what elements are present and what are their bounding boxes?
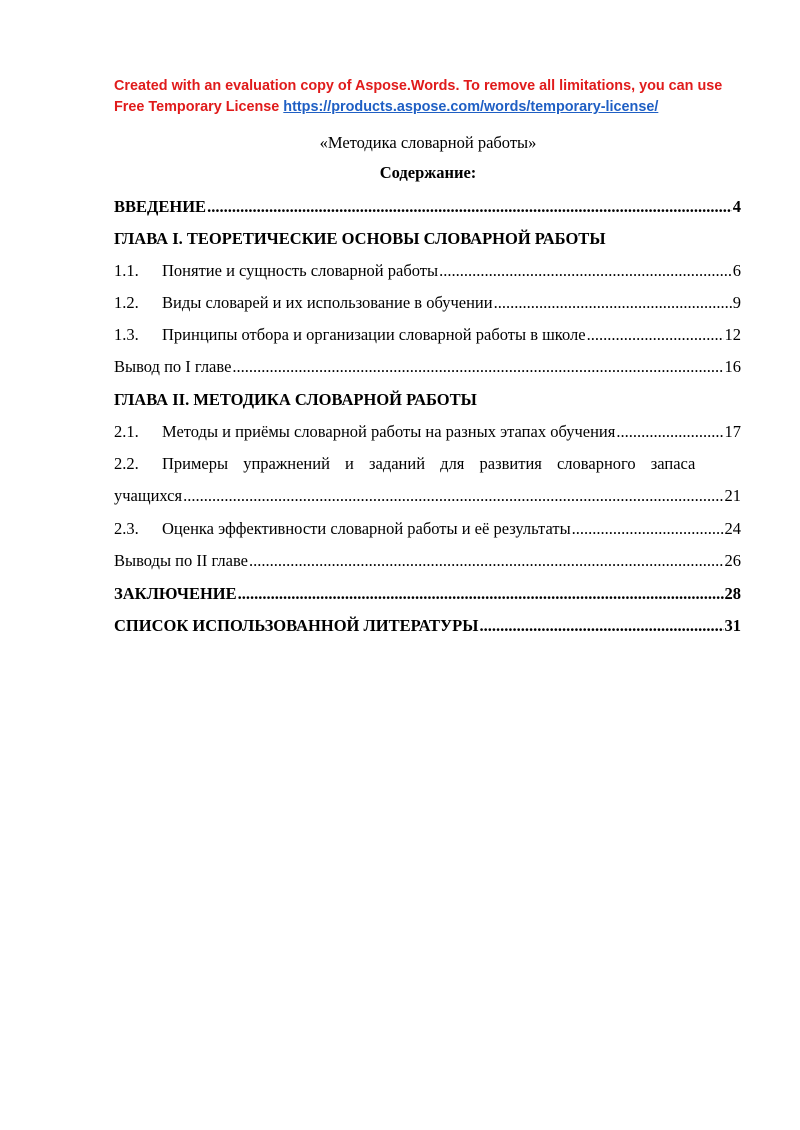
toc-entry-label: Виды словарей и их использование в обучении: [162, 293, 493, 312]
toc-entry-introduction[interactable]: [114, 197, 741, 221]
toc-entry-2-2-continued[interactable]: [114, 486, 741, 510]
evaluation-notice: [114, 76, 754, 118]
toc-entry-2-1[interactable]: [114, 422, 741, 446]
toc-page-number: 17: [724, 422, 741, 441]
toc-page-number: 6: [732, 261, 741, 280]
toc-page-number: 24: [724, 519, 741, 538]
toc-entry-1-2[interactable]: [114, 293, 741, 317]
toc-leader-dots: [238, 584, 724, 604]
toc-page-number: 16: [724, 357, 741, 376]
toc-entry-label: СПИСОК ИСПОЛЬЗОВАННОЙ ЛИТЕРАТУРЫ: [114, 616, 479, 635]
toc-entry-references[interactable]: [114, 616, 741, 640]
toc-page-number: 31: [724, 616, 741, 635]
toc-page-number: 4: [732, 197, 741, 216]
toc-entry-label: Принципы отбора и организации словарной работы в школе: [162, 325, 586, 344]
toc-leader-dots: [249, 551, 724, 571]
toc-leader-dots: [494, 293, 732, 313]
toc-page-number: 28: [724, 584, 741, 603]
evaluation-notice-line1: Created with an evaluation copy of Aspose.Words. To remove all limitations, you can use: [114, 78, 723, 94]
toc-entry-number: 1.2.: [114, 293, 139, 312]
toc-entry-chapter-2[interactable]: [114, 390, 741, 414]
toc-leader-dots: [587, 325, 724, 345]
toc-entry-label: ГЛАВА II. МЕТОДИКА СЛОВАРНОЙ РАБОТЫ: [114, 390, 477, 409]
toc-heading: Содержание:: [379, 163, 477, 182]
toc-entry-conclusion-chapter-1[interactable]: [114, 357, 741, 381]
toc-entry-label: Понятие и сущность словарной работы: [162, 261, 439, 280]
toc-leader-dots: [183, 486, 723, 506]
toc-entry-number: 1.3.: [114, 325, 139, 344]
document-title: «Методика словарной работы»: [319, 133, 537, 152]
toc-leader-dots: [439, 261, 732, 281]
toc-entry-2-2[interactable]: [114, 454, 741, 478]
toc-page-number: 12: [724, 325, 741, 344]
toc-entry-label: Вывод по I главе: [114, 357, 232, 376]
toc-entry-label-text: Примеры упражнений и заданий для развития словарного запаса: [162, 454, 696, 473]
toc-page-number: 9: [732, 293, 741, 312]
temporary-license-link[interactable]: https://products.aspose.com/words/temporary-license/: [283, 99, 659, 115]
toc-page-number: 26: [724, 551, 741, 570]
toc-entry-number: 2.1.: [114, 422, 139, 441]
toc-entry-2-3[interactable]: [114, 519, 741, 543]
toc-leader-dots: [207, 197, 732, 217]
toc-leader-dots: [232, 357, 723, 377]
toc-entry-label: Методы и приёмы словарной работы на разных этапах обучения: [162, 422, 616, 441]
toc-entry-number: 1.1.: [114, 261, 139, 280]
toc-leader-dots: [616, 422, 723, 442]
toc-entry-number: 2.3.: [114, 519, 139, 538]
toc-entry-label: Оценка эффективности словарной работы и её результаты: [162, 519, 571, 538]
toc-entry-conclusion[interactable]: [114, 584, 741, 608]
evaluation-notice-text: Free Temporary License: [114, 99, 284, 115]
toc-entry-conclusion-chapter-2[interactable]: [114, 551, 741, 575]
toc-entry-1-3[interactable]: [114, 325, 741, 349]
toc-entry-label: ЗАКЛЮЧЕНИЕ: [114, 584, 237, 603]
toc-entry-label: Выводы по II главе: [114, 551, 248, 570]
toc-entry-chapter-1[interactable]: [114, 229, 741, 253]
toc-entry-label: [162, 454, 741, 474]
toc-entry-label: ВВЕДЕНИЕ: [114, 197, 207, 216]
toc-entry-number: 2.2.: [114, 454, 139, 473]
toc-leader-dots: [479, 616, 723, 636]
evaluation-notice-line2: [114, 97, 754, 118]
toc-entry-label: ГЛАВА I. ТЕОРЕТИЧЕСКИЕ ОСНОВЫ СЛОВАРНОЙ РАБОТЫ: [114, 229, 606, 248]
toc-page-number: 21: [724, 486, 741, 505]
toc-entry-1-1[interactable]: [114, 261, 741, 285]
toc-entry-label-continued: учащихся: [114, 486, 183, 505]
toc-leader-dots: [572, 519, 724, 539]
